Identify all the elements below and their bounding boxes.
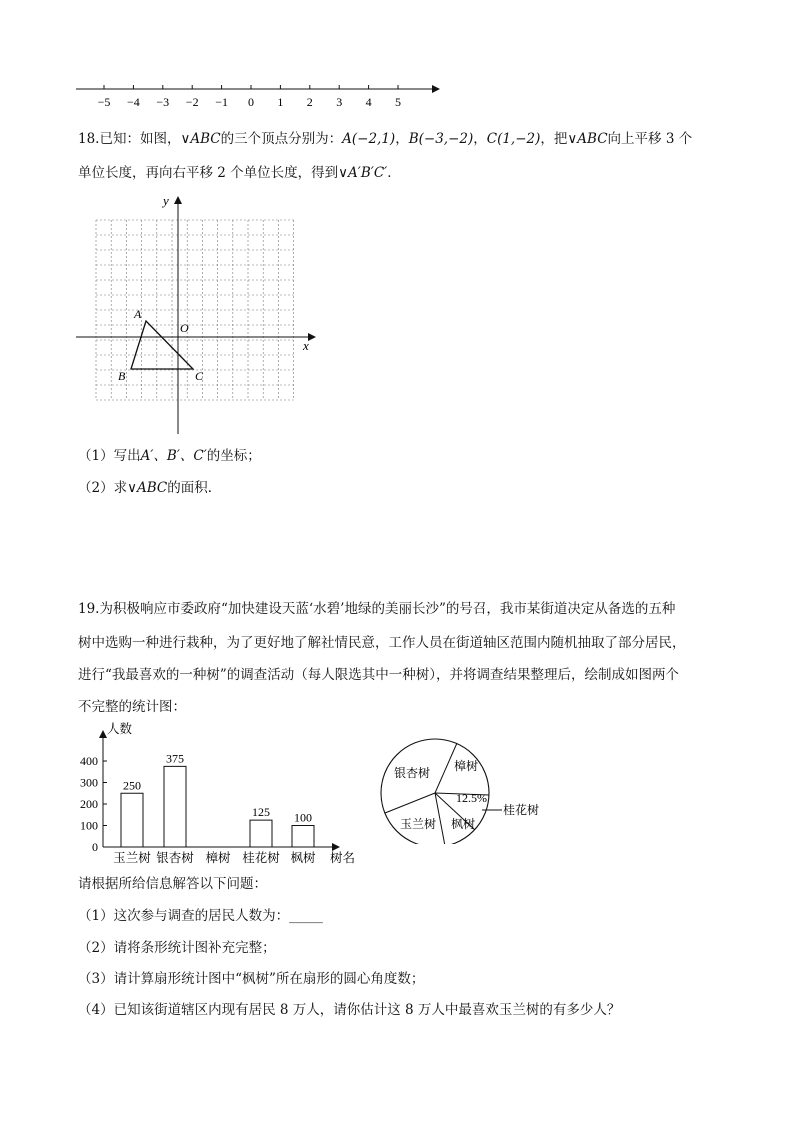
vertex-a-label: A	[134, 307, 142, 321]
number-line-tick-label: 4	[365, 95, 372, 109]
bar	[164, 766, 186, 847]
bar	[292, 826, 314, 848]
number-line-tick-label: −4	[127, 95, 140, 109]
q18-text: 向上平移 3 个	[607, 131, 693, 147]
bar-y-tick-label: 400	[80, 754, 98, 768]
y-arrow-icon	[174, 196, 182, 204]
bar-y-tick-label: 200	[80, 797, 98, 811]
q19-sub1: （1）这次参与调查的居民人数为：_____	[78, 908, 323, 924]
coordinate-grid	[70, 192, 320, 440]
q19-sub3: （3）请计算扇形统计图中“枫树”所在扇形的圆心角度数；	[78, 971, 425, 987]
bar-chart	[70, 718, 370, 870]
q18-text: 的面积．	[167, 480, 222, 496]
number-line-tick-label: −5	[97, 95, 111, 109]
q19-line3: 进行“我最喜欢的一种树”的调查活动（每人限选其中一种树），并将调查结果整理后，绘制成如图两个	[78, 667, 680, 683]
bar-category-label: 枫树	[290, 851, 316, 865]
q18-line1: 18.已知：如图，∨ABC的三个顶点分别为：A(−2,1)，B(−3,−2)，C(1,−2)，把∨ABC向上平移 3 个	[78, 131, 693, 147]
point-c: C(1,−2)	[486, 131, 541, 147]
q19-line1: 19.为积极响应市委政府“加快建设天蓝‘水碧’地绿的美丽长沙”的号召，我市某街道决定从备选的五种	[78, 601, 676, 617]
q19-line2: 树中选购一种进行栽种，为了更好地了解社情民意，工作人员在街道轴区范围内随机抽取了部分居民，	[78, 635, 686, 651]
x-arrow-icon	[308, 333, 316, 341]
prime-points: A′、B′、C′	[140, 448, 207, 464]
bar-category-label: 樟树	[205, 851, 231, 865]
pie-label: 枫树	[451, 817, 476, 831]
x-axis-label: x	[303, 338, 309, 353]
y-arrow-icon	[99, 730, 107, 738]
number-line-tick-label: −2	[185, 95, 199, 109]
q18-text: 的三个顶点分别为：	[220, 131, 343, 147]
q18-text: ，把	[540, 131, 568, 147]
point-a: A(−2,1)	[342, 131, 396, 147]
bar-category-label: 桂花树	[242, 851, 280, 865]
bar-y-label: 人数	[107, 722, 133, 736]
bar-data-label: 375	[166, 751, 184, 766]
q18-part2	[78, 478, 221, 498]
pie-annotation: 12.5%	[456, 791, 487, 805]
triangle-a-prime: ∨A′B′C′	[338, 165, 388, 181]
q18-text: 单位长度，再向右平移 2 个单位长度，得到	[78, 165, 339, 181]
number-line-tick-label: 0	[248, 95, 254, 109]
triangle-abc: ∨ABC	[180, 131, 221, 147]
y-axis-label: y	[163, 193, 169, 208]
q19-sub2: （2）请将条形统计图补充完整；	[78, 940, 276, 956]
q18-part1	[78, 446, 261, 466]
bar	[121, 793, 143, 847]
q18-text: 18.已知：如图，	[78, 131, 181, 147]
q18-text: （2）求	[78, 480, 128, 496]
number-line-tick-label: 1	[277, 95, 284, 109]
q18-line2	[78, 163, 401, 183]
pie-label: 玉兰树	[400, 817, 437, 831]
number-line-tick-label: 5	[395, 95, 401, 109]
pie-chart	[376, 732, 566, 844]
pie-label: 银杏树	[394, 766, 431, 780]
q19-intro: 请根据所给信息解答以下问题：	[78, 876, 267, 892]
number-line	[70, 78, 450, 114]
bar-data-label: 100	[294, 810, 312, 825]
bar-data-label: 250	[123, 778, 141, 793]
x-arrow-icon	[332, 843, 340, 851]
q18-text: ．	[387, 165, 401, 181]
vertex-c-label: C	[195, 369, 204, 383]
bar-y-tick-label: 0	[92, 840, 98, 854]
pie-label: 樟树	[454, 759, 479, 773]
pie-divider	[385, 793, 435, 813]
number-line-tick-label: 2	[306, 95, 313, 109]
number-line-tick-label: −1	[215, 95, 228, 109]
q19-sub4: （4）已知该街道辖区内现有居民 8 万人，请你估计这 8 万人中最喜欢玉兰树的有多少人？	[78, 1002, 621, 1018]
triangle-abc: ∨ABC	[127, 480, 168, 496]
bar-category-label: 银杏树	[156, 851, 194, 865]
number-line-tick-label: 3	[336, 95, 343, 109]
bar-y-tick-label: 300	[80, 775, 98, 790]
number-line-tick-label: −3	[156, 95, 170, 109]
q18-text: （1）写出	[78, 448, 141, 464]
bar-category-label: 玉兰树	[113, 851, 151, 865]
bar	[250, 820, 272, 847]
vertex-b-label: B	[118, 369, 126, 383]
q18-text: 的坐标；	[206, 448, 261, 464]
bar-y-tick-label: 100	[80, 818, 98, 833]
triangle-abc: ∨ABC	[567, 131, 608, 147]
bar-x-label: 树名	[330, 851, 356, 865]
point-b: B(−3,−2)	[408, 131, 474, 147]
pie-outside-label: 桂花树	[503, 803, 540, 817]
q19-line4: 不完整的统计图：	[78, 699, 186, 715]
origin-label: O	[180, 321, 189, 335]
bar-data-label: 125	[252, 805, 270, 820]
